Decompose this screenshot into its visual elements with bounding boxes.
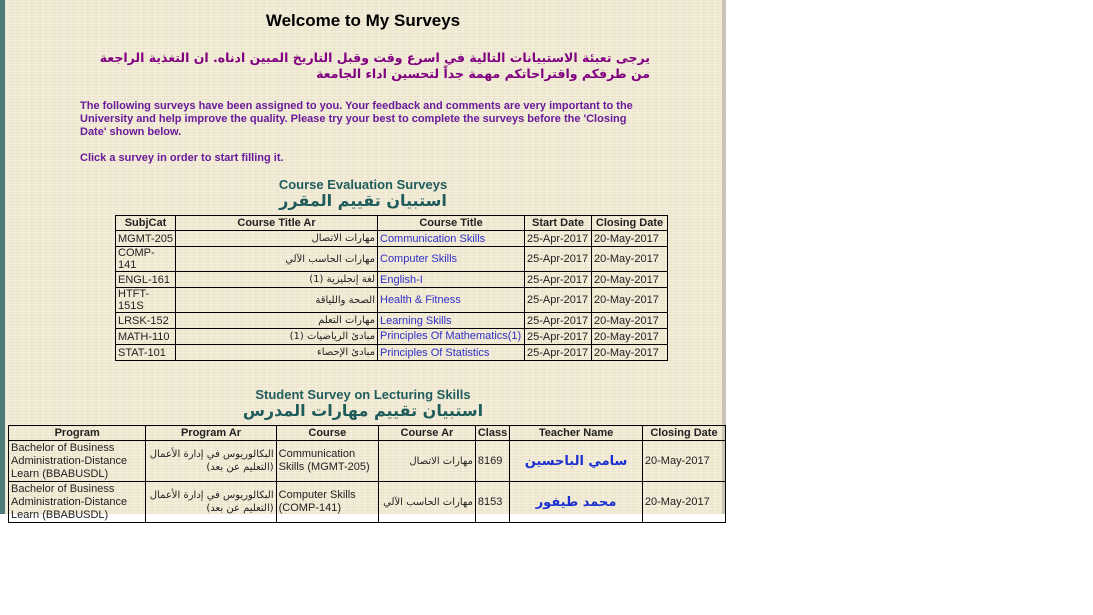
column-header: SubjCat — [116, 216, 176, 231]
closing-date: 20-May-2017 — [592, 345, 668, 361]
start-date: 25-Apr-2017 — [525, 272, 592, 288]
teacher-survey-link[interactable]: سامي الباحسين — [524, 453, 628, 469]
column-header: Course Ar — [379, 426, 476, 441]
subject-code: HTFT-151S — [116, 288, 176, 313]
survey-link-health-fitness[interactable]: Health & Fitness — [380, 294, 461, 306]
survey-link-english-i[interactable]: English-I — [380, 273, 423, 286]
survey-link-learning-skills[interactable]: Learning Skills — [380, 314, 452, 327]
course-title-ar: لغة إنجليزية (1) — [176, 272, 378, 288]
closing-date: 20-May-2017 — [592, 247, 668, 272]
course-section-title: Course Evaluation Surveys — [278, 177, 448, 192]
subject-code: LRSK-152 — [116, 313, 176, 329]
start-date: 25-Apr-2017 — [525, 313, 592, 329]
class-number: 8153 — [475, 482, 509, 523]
closing-date: 20-May-2017 — [592, 329, 668, 345]
arabic-intro-text: يرجى تعبئة الاستبيانات التالية في اسرع وقت وقبل التاريخ المبين ادناه. ان التغذية الراجعة من طرفكم واقتراحاتكم مهمة جداً لتحسين اداء الجامعة — [99, 50, 650, 81]
course-title-ar: مهارات التعلم — [176, 313, 378, 329]
course-name: Computer Skills (COMP-141) — [276, 482, 378, 523]
column-header: Class — [475, 426, 509, 441]
page-title: Welcome to My Surveys — [265, 11, 461, 30]
english-intro — [80, 100, 640, 165]
course-title-cell — [378, 329, 525, 345]
course-evaluation-table — [115, 215, 668, 361]
start-date: 25-Apr-2017 — [525, 231, 592, 247]
subject-code: ENGL-161 — [116, 272, 176, 288]
table-row — [116, 272, 668, 288]
subject-code: MGMT-205 — [116, 231, 176, 247]
course-title-ar: مبادئ الرياضيات (1) — [176, 329, 378, 345]
lecturing-section-title-ar: استبيان تقييم مهارات المدرس — [242, 401, 484, 420]
course-section-title-ar: استبيان تقييم المقرر — [279, 191, 447, 210]
program-name: Bachelor of Business Administration-Distance Learn (BBABUSDL) — [9, 482, 146, 523]
column-header: Course Title — [378, 216, 525, 231]
start-date: 25-Apr-2017 — [525, 329, 592, 345]
table-row — [9, 441, 726, 482]
column-header: Teacher Name — [510, 426, 643, 441]
subject-code: STAT-101 — [116, 345, 176, 361]
column-header: Closing Date — [642, 426, 725, 441]
table-row — [116, 329, 668, 345]
table-row — [116, 313, 668, 329]
start-date: 25-Apr-2017 — [525, 247, 592, 272]
table-header-row — [9, 426, 726, 441]
left-frame-border — [0, 0, 5, 514]
course-title-cell — [378, 288, 525, 313]
column-header: Start Date — [525, 216, 592, 231]
course-title-ar: مهارات الحاسب الآلي — [176, 247, 378, 272]
course-title-cell — [378, 313, 525, 329]
survey-link-principles-of-mathematics[interactable]: Principles Of Mathematics(1) — [380, 330, 522, 342]
closing-date: 20-May-2017 — [592, 288, 668, 313]
course-name-ar: مهارات الحاسب الآلي — [379, 482, 476, 523]
course-title-ar: مبادئ الإحصاء — [176, 345, 378, 361]
start-date: 25-Apr-2017 — [525, 288, 592, 313]
survey-link-principles-of-statistics[interactable]: Principles Of Statistics — [380, 346, 490, 359]
closing-date: 20-May-2017 — [592, 313, 668, 329]
table-row — [9, 482, 726, 523]
program-name: Bachelor of Business Administration-Distance Learn (BBABUSDL) — [9, 441, 146, 482]
survey-link-computer-skills[interactable]: Computer Skills — [380, 253, 458, 265]
table-header-row — [116, 216, 668, 231]
course-title-cell — [378, 247, 525, 272]
teacher-cell — [510, 441, 643, 482]
course-name-ar: مهارات الاتصال — [379, 441, 476, 482]
lecturing-section-title: Student Survey on Lecturing Skills — [255, 387, 471, 402]
column-header: Program Ar — [146, 426, 276, 441]
course-title-cell — [378, 231, 525, 247]
closing-date: 20-May-2017 — [592, 272, 668, 288]
subject-code: MATH-110 — [116, 329, 176, 345]
column-header: Program — [9, 426, 146, 441]
course-title-cell — [378, 272, 525, 288]
course-name: Communication Skills (MGMT-205) — [276, 441, 378, 482]
teacher-cell — [510, 482, 643, 523]
column-header: Course Title Ar — [176, 216, 378, 231]
click-hint-text: Click a survey in order to start filling it. — [80, 152, 284, 164]
column-header: Closing Date — [592, 216, 668, 231]
english-intro-text: The following surveys have been assigned to you. Your feedback and comments are very important to the University and help improve the quality. Please try your best to complete the surveys before the 'Closing Date' shown below. — [80, 100, 633, 138]
closing-date: 20-May-2017 — [642, 441, 725, 482]
table-row — [116, 231, 668, 247]
closing-date: 20-May-2017 — [642, 482, 725, 523]
column-header: Course — [276, 426, 378, 441]
course-title-ar: الصحة واللياقة — [176, 288, 378, 313]
program-name-ar: البكالوريوس في إدارة الأعمال (التعليم عن بعد) — [146, 441, 276, 482]
lecturing-skills-table — [8, 425, 726, 523]
class-number: 8169 — [475, 441, 509, 482]
teacher-survey-link[interactable]: محمد طيفور — [535, 494, 617, 510]
table-row — [116, 345, 668, 361]
course-title-ar: مهارات الاتصال — [176, 231, 378, 247]
closing-date: 20-May-2017 — [592, 231, 668, 247]
program-name-ar: البكالوريوس في إدارة الأعمال (التعليم عن بعد) — [146, 482, 276, 523]
start-date: 25-Apr-2017 — [525, 345, 592, 361]
subject-code: COMP-141 — [116, 247, 176, 272]
survey-link-communication-skills[interactable]: Communication Skills — [380, 232, 486, 245]
table-row — [116, 247, 668, 272]
table-row — [116, 288, 668, 313]
course-title-cell — [378, 345, 525, 361]
